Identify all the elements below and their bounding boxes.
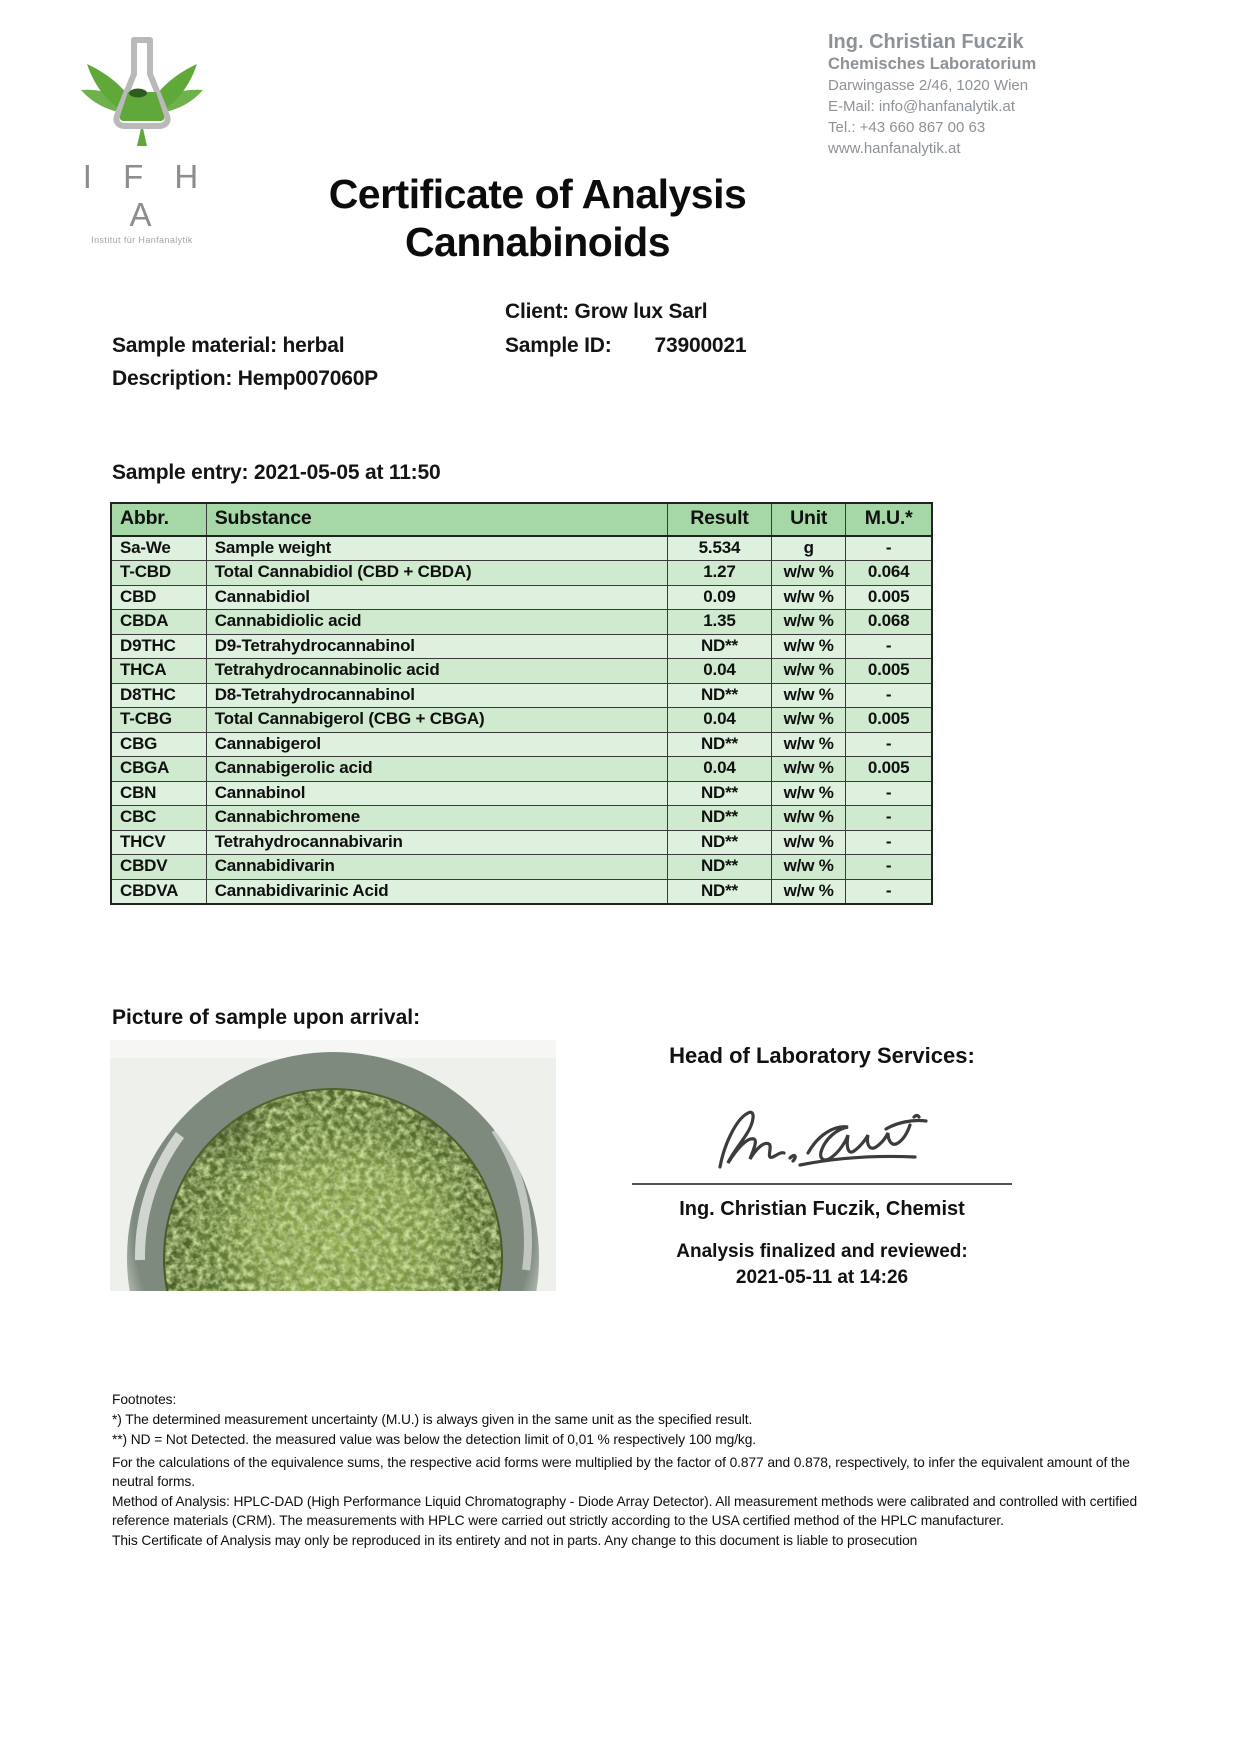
cell-result: 1.27 <box>667 561 771 586</box>
cell-unit: w/w % <box>772 659 846 684</box>
cell-unit: w/w % <box>772 610 846 635</box>
cell-result: ND** <box>667 879 771 904</box>
cell-result: 1.35 <box>667 610 771 635</box>
table-row <box>111 536 932 561</box>
cell-abbr: CBD <box>111 585 206 610</box>
title-line-1: Certificate of Analysis <box>328 171 747 217</box>
cell-abbr: Sa-We <box>111 536 206 561</box>
table-row <box>111 757 932 782</box>
cell-unit: w/w % <box>772 781 846 806</box>
signature-image <box>690 1095 950 1185</box>
contact-address: Darwingasse 2/46, 1020 Wien <box>828 77 1029 94</box>
sample-entry-line: Sample entry: 2021-05-05 at 11:50 <box>112 461 441 484</box>
cell-result: ND** <box>667 683 771 708</box>
cell-result: 0.04 <box>667 659 771 684</box>
contact-phone: Tel.: +43 660 867 00 63 <box>828 119 986 136</box>
cell-abbr: CBC <box>111 806 206 831</box>
cell-abbr: CBDV <box>111 855 206 880</box>
hemp-flask-logo-icon <box>79 28 205 156</box>
description-line: Description: Hemp007060P <box>112 367 378 390</box>
header-row <box>111 503 932 536</box>
footnote-method: Method of Analysis: HPLC-DAD (High Performance Liquid Chromatography - Diode Array Detector). All measurement methods were calibrated and controlled with certified reference materials (CRM). The measurements with HPLC were carried out strictly according to the USA certified method of the HPLC manufacturer. <box>112 1494 1138 1528</box>
cell-abbr: T-CBG <box>111 708 206 733</box>
cell-mu: - <box>846 732 932 757</box>
footnotes-title: Footnotes: <box>112 1392 177 1407</box>
cell-substance: Cannabigerol <box>206 732 667 757</box>
table-row <box>111 781 932 806</box>
cell-substance: Cannabidiolic acid <box>206 610 667 635</box>
cell-substance: Total Cannabigerol (CBG + CBGA) <box>206 708 667 733</box>
table-row <box>111 855 932 880</box>
cell-result: ND** <box>667 855 771 880</box>
cell-result: 0.09 <box>667 585 771 610</box>
table-row <box>111 732 932 757</box>
cell-unit: w/w % <box>772 585 846 610</box>
cell-unit: w/w % <box>772 806 846 831</box>
cell-substance: Sample weight <box>206 536 667 561</box>
logo-tagline: Institut für Hanfanalytik <box>91 235 193 245</box>
cell-mu: - <box>846 879 932 904</box>
table-row <box>111 830 932 855</box>
col-header-mu: M.U.* <box>846 503 932 536</box>
signature-heading: Head of Laboratory Services: <box>669 1043 975 1068</box>
cell-abbr: CBDVA <box>111 879 206 904</box>
cell-result: 0.04 <box>667 757 771 782</box>
cell-mu: 0.068 <box>846 610 932 635</box>
table-row <box>111 634 932 659</box>
table-row <box>111 708 932 733</box>
cell-abbr: CBGA <box>111 757 206 782</box>
cell-mu: 0.005 <box>846 659 932 684</box>
cell-abbr: CBN <box>111 781 206 806</box>
table-row <box>111 610 932 635</box>
cell-substance: Tetrahydrocannabinolic acid <box>206 659 667 684</box>
table-row <box>111 561 932 586</box>
cell-mu: - <box>846 634 932 659</box>
cell-unit: w/w % <box>772 732 846 757</box>
cell-result: ND** <box>667 732 771 757</box>
sample-id-value: 73900021 <box>654 334 747 357</box>
lab-contact-block <box>828 30 1036 159</box>
cell-abbr: THCV <box>111 830 206 855</box>
table-row <box>111 683 932 708</box>
client-line: Client: Grow lux Sarl <box>505 300 708 323</box>
cell-substance: Cannabidivarinic Acid <box>206 879 667 904</box>
signature-rule <box>632 1183 1012 1185</box>
cell-result: 5.534 <box>667 536 771 561</box>
footnote-legal: This Certificate of Analysis may only be reproduced in its entirety and not in parts. Any change to this document is liable to prosecution <box>112 1533 918 1548</box>
picture-label: Picture of sample upon arrival: <box>112 1006 421 1029</box>
cell-result: ND** <box>667 806 771 831</box>
cell-substance: D8-Tetrahydrocannabinol <box>206 683 667 708</box>
cell-abbr: T-CBD <box>111 561 206 586</box>
cell-unit: w/w % <box>772 855 846 880</box>
cell-substance: Cannabinol <box>206 781 667 806</box>
document-title <box>0 170 1075 266</box>
cell-mu: - <box>846 781 932 806</box>
table-row <box>111 659 932 684</box>
results-table-header <box>111 503 932 536</box>
contact-website: www.hanfanalytik.at <box>828 140 961 157</box>
cell-abbr: CBDA <box>111 610 206 635</box>
cell-unit: w/w % <box>772 708 846 733</box>
cell-mu: 0.005 <box>846 585 932 610</box>
cell-unit: w/w % <box>772 879 846 904</box>
cell-result: ND** <box>667 830 771 855</box>
cell-substance: Cannabichromene <box>206 806 667 831</box>
cell-mu: - <box>846 536 932 561</box>
contact-lab: Chemisches Laboratorium <box>828 55 1037 73</box>
cell-substance: Cannabigerolic acid <box>206 757 667 782</box>
cell-unit: w/w % <box>772 634 846 659</box>
finalized-date: 2021-05-11 at 14:26 <box>735 1267 909 1288</box>
footnote-mu: *) The determined measurement uncertainty (M.U.) is always given in the same unit as the specified result. <box>112 1412 753 1427</box>
table-row <box>111 806 932 831</box>
col-header-abbr: Abbr. <box>111 503 206 536</box>
cell-mu: 0.064 <box>846 561 932 586</box>
table-row <box>111 585 932 610</box>
finalized-label: Analysis finalized and reviewed: <box>676 1241 968 1262</box>
cell-unit: w/w % <box>772 757 846 782</box>
cell-substance: Cannabidiol <box>206 585 667 610</box>
sample-photo <box>110 1040 556 1291</box>
contact-email: E-Mail: info@hanfanalytik.at <box>828 98 1015 115</box>
cell-unit: g <box>772 536 846 561</box>
footnote-nd: **) ND = Not Detected. the measured value was below the detection limit of 0,01 % respectively 100 mg/kg. <box>112 1432 757 1447</box>
cell-unit: w/w % <box>772 830 846 855</box>
col-header-result: Result <box>667 503 771 536</box>
results-table-body <box>111 536 932 904</box>
cell-mu: - <box>846 830 932 855</box>
cell-unit: w/w % <box>772 561 846 586</box>
cell-abbr: THCA <box>111 659 206 684</box>
col-header-unit: Unit <box>772 503 846 536</box>
cell-substance: D9-Tetrahydrocannabinol <box>206 634 667 659</box>
cell-mu: - <box>846 683 932 708</box>
sample-material-line: Sample material: herbal <box>112 334 345 357</box>
cell-mu: - <box>846 806 932 831</box>
cell-abbr: D8THC <box>111 683 206 708</box>
footnotes <box>112 1390 1148 1551</box>
cell-mu: 0.005 <box>846 757 932 782</box>
results-table <box>110 502 933 905</box>
sample-id-label: Sample ID: <box>505 334 612 357</box>
sample-id-line <box>505 334 746 358</box>
contact-name: Ing. Christian Fuczik <box>828 31 1024 53</box>
cell-mu: - <box>846 855 932 880</box>
cell-result: 0.04 <box>667 708 771 733</box>
table-row <box>111 879 932 904</box>
cell-abbr: D9THC <box>111 634 206 659</box>
cell-result: ND** <box>667 634 771 659</box>
cell-abbr: CBG <box>111 732 206 757</box>
logo-acronym: I F H A <box>82 158 210 233</box>
cell-substance: Cannabidivarin <box>206 855 667 880</box>
col-header-substance: Substance <box>206 503 667 536</box>
title-line-2: Cannabinoids <box>404 219 671 265</box>
cell-mu: 0.005 <box>846 708 932 733</box>
finalized-block <box>622 1239 1022 1291</box>
cell-result: ND** <box>667 781 771 806</box>
signer-name: Ing. Christian Fuczik, Chemist <box>679 1198 965 1220</box>
cell-substance: Total Cannabidiol (CBD + CBDA) <box>206 561 667 586</box>
cell-substance: Tetrahydrocannabivarin <box>206 830 667 855</box>
footnote-equivalence: For the calculations of the equivalence sums, the respective acid forms were multiplied by the factor of 0.877 and 0.878, respectively, to infer the equivalent amount of the neutral forms. <box>112 1455 1130 1489</box>
cell-unit: w/w % <box>772 683 846 708</box>
